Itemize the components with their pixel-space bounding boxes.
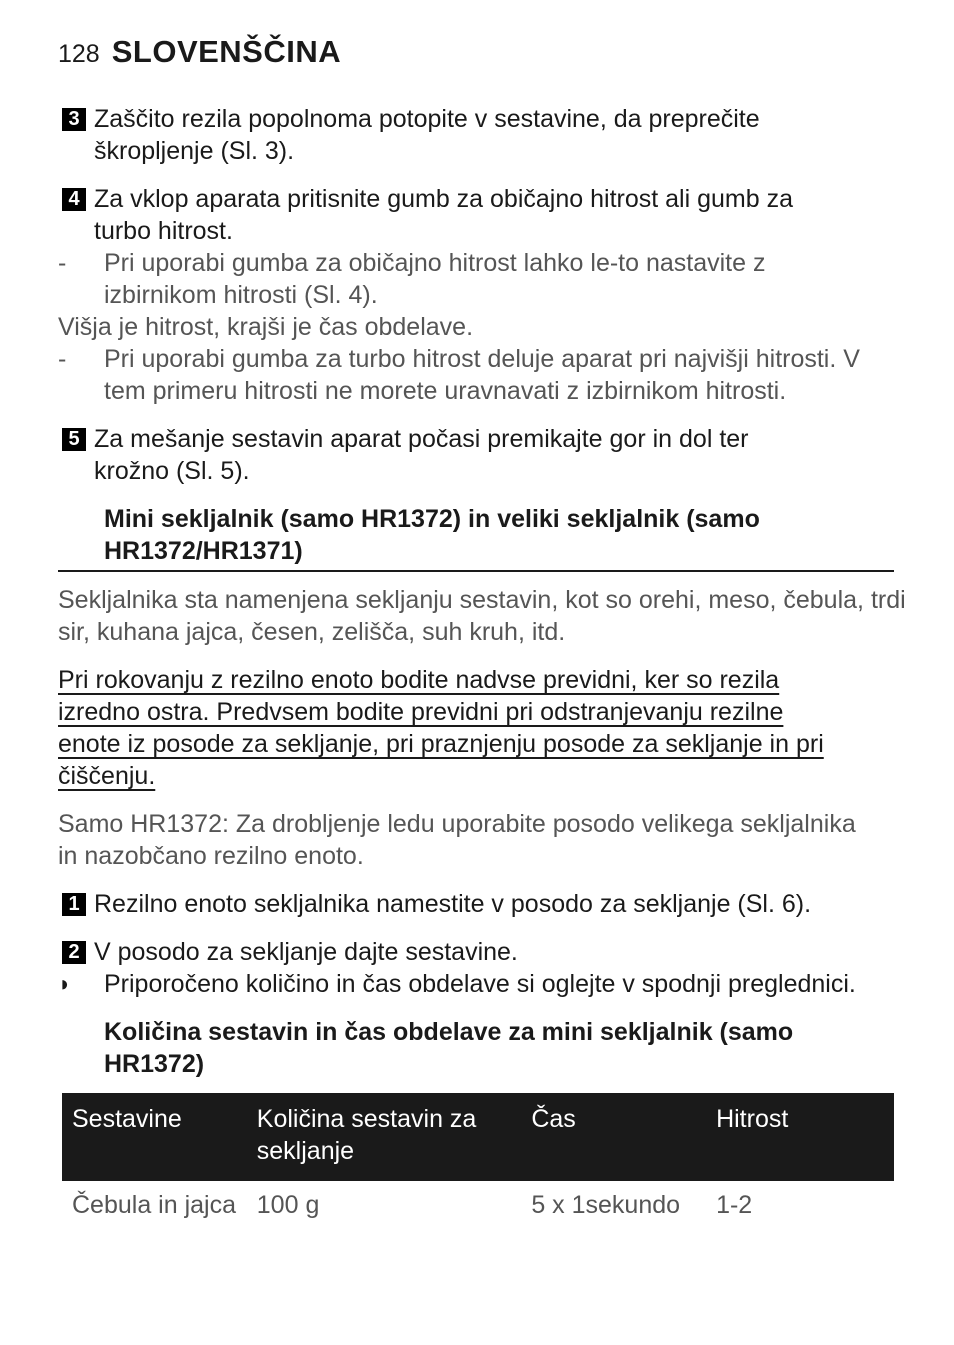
note-text-line: izbirnikom hitrosti (Sl. 4).: [104, 281, 378, 309]
table-heading: [58, 1016, 954, 1080]
step-text-line: V posodo za sekljanje dajte sestavine.: [94, 938, 518, 966]
paragraph-line: Samo HR1372: Za drobljenje ledu uporabite posodo velikega sekljalnika: [58, 810, 856, 838]
warning-line: enote iz posode za sekljanje, pri praznjenju posode za sekljanje in pri: [58, 730, 824, 758]
page-header: [58, 34, 341, 74]
column-header: Količina sestavin za sekljanje: [247, 1093, 522, 1181]
warning-line: Pri rokovanju z rezilno enoto bodite nadvse previdni, ker so rezila: [58, 666, 780, 694]
column-header: Čas: [521, 1093, 706, 1181]
paragraph-line: sir, kuhana jajca, česen, zelišča, suh kruh, itd.: [58, 618, 566, 646]
section-heading: [58, 503, 954, 567]
step-5: [58, 423, 908, 487]
step-number-badge: 5: [62, 428, 86, 451]
table-header-row: [62, 1093, 894, 1181]
step-text-line: krožno (Sl. 5).: [94, 457, 250, 485]
table-cell: Čebula in jajca: [72, 1191, 236, 1219]
note-normal-speed: [58, 247, 908, 311]
paragraph-line: Sekljalnika sta namenjena sekljanju sestavin, kot so orehi, meso, čebula, trdi: [58, 586, 906, 614]
warning-line: izredno ostra. Predvsem bodite previdni pri odstranjevanju rezilne: [58, 698, 784, 726]
table-cell: 1-2: [716, 1191, 753, 1219]
table-row: [62, 1181, 894, 1229]
section-divider: [58, 570, 894, 572]
column-header: Hitrost: [706, 1093, 894, 1181]
step-text-line: Zaščito rezila popolnoma potopite v sestavine, da preprečite: [94, 105, 760, 133]
dash-marker: -: [58, 249, 67, 277]
result-marker: ◗: [58, 971, 72, 996]
note-text-line: Pri uporabi gumba za običajno hitrost lahko le-to nastavite z: [104, 249, 766, 277]
step-2: [58, 936, 908, 968]
column-header: Sestavine: [62, 1093, 247, 1181]
dash-marker: -: [58, 345, 67, 373]
step-text-line: Za mešanje sestavin aparat počasi premikajte gor in dol ter: [94, 425, 749, 453]
heading-line: HR1372/HR1371): [104, 537, 303, 565]
step-number-badge: 1: [62, 893, 86, 916]
speed-note: Višja je hitrost, krajši je čas obdelave.: [58, 313, 474, 341]
step-4: [58, 183, 908, 247]
step-text-line: Rezilno enoto sekljalnika namestite v posodo za sekljanje (Sl. 6).: [94, 890, 812, 918]
step-number-badge: 2: [62, 941, 86, 964]
result-text: Priporočeno količino in čas obdelave si oglejte v spodnji preglednici.: [104, 970, 856, 998]
safety-warning: [58, 664, 908, 792]
page-number: 128: [58, 40, 100, 68]
processing-table: [62, 1093, 894, 1229]
heading-line: Mini sekljalnik (samo HR1372) in veliki sekljalnik (samo: [104, 505, 760, 533]
heading-line: Količina sestavin in čas obdelave za mini sekljalnik (samo: [104, 1018, 794, 1046]
result-note: [58, 968, 938, 1000]
ice-crushing-note: [58, 808, 908, 872]
heading-line: HR1372): [104, 1050, 205, 1078]
note-text-line: Pri uporabi gumba za turbo hitrost deluje aparat pri najvišji hitrosti. V: [104, 345, 860, 373]
language-title: SLOVENŠČINA: [111, 34, 342, 69]
warning-line: čiščenju.: [58, 762, 156, 790]
intro-paragraph: [58, 584, 908, 648]
table-cell: 100 g: [256, 1191, 320, 1219]
step-1: [58, 888, 908, 920]
step-text-line: škropljenje (Sl. 3).: [94, 137, 295, 165]
note-text-line: tem primeru hitrosti ne morete uravnavati z izbirnikom hitrosti.: [104, 377, 787, 405]
step-text-line: Za vklop aparata pritisnite gumb za običajno hitrost ali gumb za: [94, 185, 793, 213]
step-text-line: turbo hitrost.: [94, 217, 233, 245]
paragraph-line: in nazobčano rezilno enoto.: [58, 842, 364, 870]
table-cell: 5 x 1sekundo: [531, 1191, 681, 1219]
step-3: [58, 103, 908, 167]
step-number-badge: 3: [62, 108, 86, 131]
note-turbo-speed: [58, 343, 908, 407]
step-number-badge: 4: [62, 188, 86, 211]
